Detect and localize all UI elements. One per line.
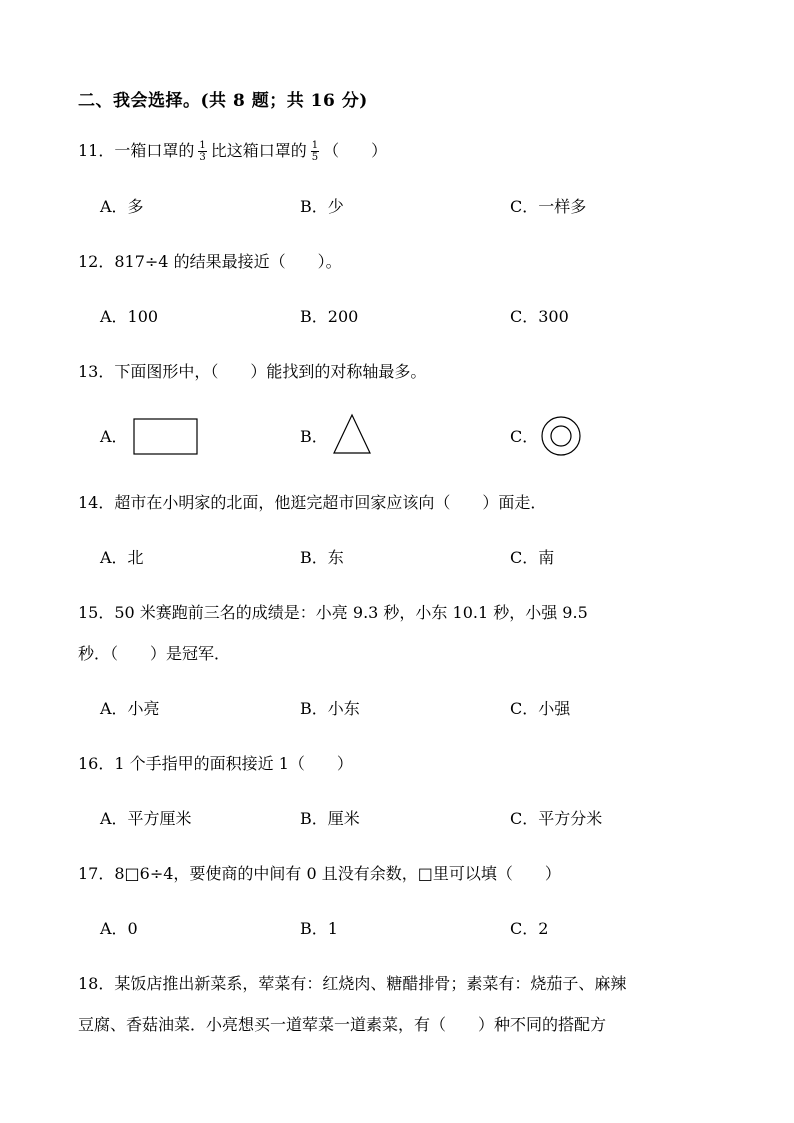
q14-option-c: C．南 [510,548,555,567]
question-13: 13．下面图形中，（ ）能找到的对称轴最多。 [78,362,427,381]
question-18-line2: 豆腐、香菇油菜．小亮想买一道荤菜一道素菜，有（ ）种不同的搭配方 [78,1015,607,1034]
q15-option-c: C．小强 [510,699,571,718]
q16-option-b: B．厘米 [300,809,360,828]
q16-option-c: C．平方分米 [510,809,603,828]
q14-option-b: B．东 [300,548,344,567]
question-14: 14．超市在小明家的北面，他逛完超市回家应该向（ ）面走． [78,493,547,512]
concentric-circles-icon [540,415,582,457]
triangle-icon [332,413,372,455]
rectangle-icon [133,418,199,456]
q13-option-c: C． [510,427,539,446]
question-12: 12．817÷4 的结果最接近（ ）。 [78,252,342,271]
q11-option-c: C．一样多 [510,197,587,216]
q11-option-b: B．少 [300,197,344,216]
question-18-line1: 18．某饭店推出新菜系，荤菜有：红烧肉、糖醋排骨；素菜有：烧茄子、麻辣 [78,974,627,993]
question-17: 17．8□6÷4，要使商的中间有 0 且没有余数，□里可以填（ ） [78,864,561,883]
question-11-prefix: 11．一箱口罩的 [78,141,195,160]
q11-option-a: A．多 [100,197,144,216]
q12-option-c: C．300 [510,307,569,326]
q15-option-a: A．小亮 [100,699,160,718]
q12-option-b: B．200 [300,307,359,326]
q17-option-a: A．0 [100,919,138,938]
q13-option-b: B． [300,427,328,446]
question-16: 16．1 个手指甲的面积接近 1（ ） [78,754,353,773]
q16-option-a: A．平方厘米 [100,809,192,828]
q17-option-b: B．1 [300,919,338,938]
q17-option-c: C．2 [510,919,549,938]
question-15-line2: 秒．（ ）是冠军． [78,644,231,663]
question-15-line1: 15．50 米赛跑前三名的成绩是：小亮 9.3 秒，小东 10.1 秒，小强 9.5 [78,603,588,622]
q12-option-a: A．100 [100,307,159,326]
q14-option-a: A．北 [100,548,144,567]
question-11-middle: 比这箱口罩的 [210,141,307,160]
question-11 [78,140,387,163]
question-11-suffix: （ ） [323,141,388,160]
section-title: 二、我会选择。(共 8 题；共 16 分) [78,91,368,111]
q15-option-b: B．小东 [300,699,360,718]
q13-option-a: A． [100,427,128,446]
fraction-one-third: $\frac{1}{3}$ [199,140,206,163]
fraction-one-fifth: $\frac{1}{5}$ [311,140,319,163]
